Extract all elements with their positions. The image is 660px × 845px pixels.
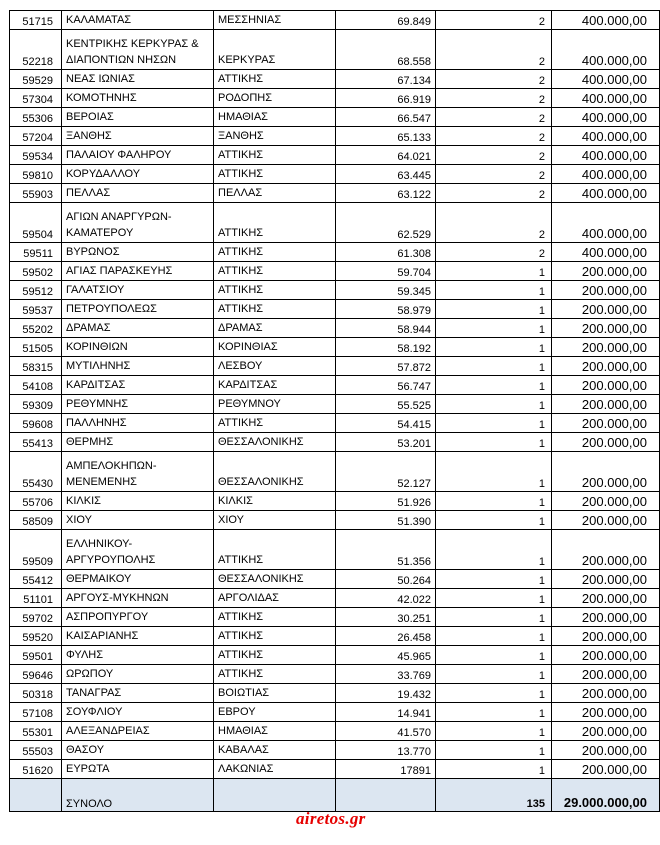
table-row (10, 414, 660, 433)
regional-unit-cell: ΑΤΤΙΚΗΣ (214, 414, 336, 433)
municipality-name-cell: ΕΥΡΩΤΑ (62, 760, 214, 779)
count-cell: 1 (436, 357, 552, 376)
table-row (10, 243, 660, 262)
municipality-name-cell: ΚΑΙΣΑΡΙΑΝΗΣ (62, 627, 214, 646)
population-cell: 52.127 (336, 452, 436, 492)
count-cell: 1 (436, 452, 552, 492)
regional-unit-cell: ΠΕΛΛΑΣ (214, 184, 336, 203)
regional-unit-cell: ΚΕΡΚΥΡΑΣ (214, 30, 336, 70)
amount-cell: 400.000,00 (552, 184, 660, 203)
amount-cell: 200.000,00 (552, 703, 660, 722)
regional-unit-cell: ΑΤΤΙΚΗΣ (214, 281, 336, 300)
municipality-name-cell: ΞΑΝΘΗΣ (62, 127, 214, 146)
municipality-code-cell: 55412 (10, 570, 62, 589)
total-row (10, 779, 660, 812)
count-cell: 2 (436, 30, 552, 70)
population-cell: 69.849 (336, 11, 436, 30)
regional-unit-cell: ΘΕΣΣΑΛΟΝΙΚΗΣ (214, 433, 336, 452)
table-row (10, 530, 660, 570)
municipality-code-cell: 59537 (10, 300, 62, 319)
municipality-name-cell: ΚΟΡΥΔΑΛΛΟΥ (62, 165, 214, 184)
count-cell: 2 (436, 203, 552, 243)
table-row (10, 108, 660, 127)
municipality-code-cell: 59504 (10, 203, 62, 243)
table-row (10, 70, 660, 89)
population-cell: 62.529 (336, 203, 436, 243)
regional-unit-cell: ΗΜΑΘΙΑΣ (214, 722, 336, 741)
total-population-cell (336, 779, 436, 812)
count-cell: 1 (436, 627, 552, 646)
municipality-code-cell: 59534 (10, 146, 62, 165)
regional-unit-cell: ΑΤΤΙΚΗΣ (214, 300, 336, 319)
table-row (10, 357, 660, 376)
count-cell: 1 (436, 608, 552, 627)
amount-cell: 200.000,00 (552, 741, 660, 760)
municipality-name-cell: ΑΡΓΟΥΣ-ΜΥΚΗΝΩΝ (62, 589, 214, 608)
municipality-code-cell: 51505 (10, 338, 62, 357)
population-cell: 56.747 (336, 376, 436, 395)
municipality-name-cell: ΚΑΡΔΙΤΣΑΣ (62, 376, 214, 395)
count-cell: 2 (436, 146, 552, 165)
allocation-table (9, 10, 660, 812)
regional-unit-cell: ΗΜΑΘΙΑΣ (214, 108, 336, 127)
population-cell: 54.415 (336, 414, 436, 433)
municipality-name-cell: ΠΕΛΛΑΣ (62, 184, 214, 203)
table-row (10, 492, 660, 511)
municipality-name-cell: ΠΑΛΑΙΟΥ ΦΑΛΗΡΟΥ (62, 146, 214, 165)
table-row (10, 665, 660, 684)
municipality-code-cell: 54108 (10, 376, 62, 395)
count-cell: 2 (436, 127, 552, 146)
total-amount: 29.000.000,00 (552, 779, 660, 812)
amount-cell: 200.000,00 (552, 530, 660, 570)
population-cell: 51.926 (336, 492, 436, 511)
table-row (10, 608, 660, 627)
count-cell: 1 (436, 589, 552, 608)
count-cell: 1 (436, 722, 552, 741)
count-cell: 1 (436, 281, 552, 300)
municipality-code-cell: 50318 (10, 684, 62, 703)
amount-cell: 200.000,00 (552, 608, 660, 627)
regional-unit-cell: ΔΡΑΜΑΣ (214, 319, 336, 338)
municipality-name-cell: ΚΕΝΤΡΙΚΗΣ ΚΕΡΚΥΡΑΣ & ΔΙΑΠΟΝΤΙΩΝ ΝΗΣΩΝ (62, 30, 214, 70)
municipality-name-cell: ΕΛΛΗΝΙΚΟΥ-ΑΡΓΥΡΟΥΠΟΛΗΣ (62, 530, 214, 570)
population-cell: 45.965 (336, 646, 436, 665)
population-cell: 66.547 (336, 108, 436, 127)
municipality-code-cell: 51101 (10, 589, 62, 608)
population-cell: 63.445 (336, 165, 436, 184)
count-cell: 1 (436, 376, 552, 395)
population-cell: 26.458 (336, 627, 436, 646)
population-cell: 59.704 (336, 262, 436, 281)
amount-cell: 200.000,00 (552, 338, 660, 357)
population-cell: 58.192 (336, 338, 436, 357)
amount-cell: 400.000,00 (552, 146, 660, 165)
municipality-code-cell: 59501 (10, 646, 62, 665)
population-cell: 68.558 (336, 30, 436, 70)
regional-unit-cell: ΑΤΤΙΚΗΣ (214, 530, 336, 570)
population-cell: 58.944 (336, 319, 436, 338)
municipality-code-cell: 55503 (10, 741, 62, 760)
regional-unit-cell: ΞΑΝΘΗΣ (214, 127, 336, 146)
municipality-code-cell: 55413 (10, 433, 62, 452)
table-row (10, 338, 660, 357)
population-cell: 53.201 (336, 433, 436, 452)
amount-cell: 200.000,00 (552, 684, 660, 703)
count-cell: 1 (436, 262, 552, 281)
municipality-code-cell: 59509 (10, 530, 62, 570)
municipality-name-cell: ΠΕΤΡΟΥΠΟΛΕΩΣ (62, 300, 214, 319)
amount-cell: 200.000,00 (552, 452, 660, 492)
municipality-code-cell: 59810 (10, 165, 62, 184)
watermark-logo: airetos.gr (296, 809, 366, 828)
count-cell: 2 (436, 165, 552, 184)
table-row (10, 262, 660, 281)
table-row (10, 741, 660, 760)
municipality-code-cell: 58315 (10, 357, 62, 376)
table-row (10, 281, 660, 300)
count-cell: 1 (436, 530, 552, 570)
table-row (10, 376, 660, 395)
count-cell: 1 (436, 414, 552, 433)
count-cell: 1 (436, 665, 552, 684)
municipality-name-cell: ΑΜΠΕΛΟΚΗΠΩΝ-ΜΕΝΕΜΕΝΗΣ (62, 452, 214, 492)
population-cell: 57.872 (336, 357, 436, 376)
amount-cell: 200.000,00 (552, 570, 660, 589)
table-row (10, 703, 660, 722)
population-cell: 19.432 (336, 684, 436, 703)
municipality-name-cell: ΒΕΡΟΙΑΣ (62, 108, 214, 127)
population-cell: 63.122 (336, 184, 436, 203)
population-cell: 14.941 (336, 703, 436, 722)
amount-cell: 200.000,00 (552, 511, 660, 530)
population-cell: 61.308 (336, 243, 436, 262)
regional-unit-cell: ΑΤΤΙΚΗΣ (214, 70, 336, 89)
regional-unit-cell: ΑΤΤΙΚΗΣ (214, 243, 336, 262)
municipality-name-cell: ΑΣΠΡΟΠΥΡΓΟΥ (62, 608, 214, 627)
regional-unit-cell: ΑΤΤΙΚΗΣ (214, 262, 336, 281)
municipality-code-cell: 57204 (10, 127, 62, 146)
table-row (10, 589, 660, 608)
count-cell: 1 (436, 570, 552, 589)
regional-unit-cell: ΛΑΚΩΝΙΑΣ (214, 760, 336, 779)
count-cell: 2 (436, 70, 552, 89)
count-cell: 1 (436, 319, 552, 338)
regional-unit-cell: ΑΤΤΙΚΗΣ (214, 165, 336, 184)
municipality-name-cell: ΑΛΕΞΑΝΔΡΕΙΑΣ (62, 722, 214, 741)
regional-unit-cell: ΑΤΤΙΚΗΣ (214, 146, 336, 165)
amount-cell: 200.000,00 (552, 414, 660, 433)
municipality-name-cell: ΚΑΛΑΜΑΤΑΣ (62, 11, 214, 30)
regional-unit-cell: ΒΟΙΩΤΙΑΣ (214, 684, 336, 703)
municipality-code-cell: 59520 (10, 627, 62, 646)
municipality-name-cell: ΓΑΛΑΤΣΙΟΥ (62, 281, 214, 300)
municipality-name-cell: ΠΑΛΛΗΝΗΣ (62, 414, 214, 433)
table-row (10, 203, 660, 243)
count-cell: 1 (436, 684, 552, 703)
table-row (10, 684, 660, 703)
count-cell: 1 (436, 741, 552, 760)
amount-cell: 200.000,00 (552, 665, 660, 684)
municipality-name-cell: ΔΡΑΜΑΣ (62, 319, 214, 338)
regional-unit-cell: ΑΤΤΙΚΗΣ (214, 627, 336, 646)
table-row (10, 319, 660, 338)
municipality-code-cell: 57108 (10, 703, 62, 722)
amount-cell: 200.000,00 (552, 492, 660, 511)
regional-unit-cell: ΧΙΟΥ (214, 511, 336, 530)
municipality-code-cell: 59529 (10, 70, 62, 89)
amount-cell: 200.000,00 (552, 722, 660, 741)
count-cell: 2 (436, 11, 552, 30)
municipality-code-cell: 59512 (10, 281, 62, 300)
count-cell: 2 (436, 243, 552, 262)
municipality-code-cell: 55706 (10, 492, 62, 511)
municipality-code-cell: 55301 (10, 722, 62, 741)
regional-unit-cell: ΑΡΓΟΛΙΔΑΣ (214, 589, 336, 608)
regional-unit-cell: ΑΤΤΙΚΗΣ (214, 665, 336, 684)
municipality-code-cell: 55903 (10, 184, 62, 203)
total-code-cell (10, 779, 62, 812)
table-row (10, 89, 660, 108)
municipality-name-cell: ΑΓΙΩΝ ΑΝΑΡΓΥΡΩΝ-ΚΑΜΑΤΕΡΟΥ (62, 203, 214, 243)
count-cell: 2 (436, 89, 552, 108)
total-count: 135 (436, 779, 552, 812)
municipality-name-cell: ΜΥΤΙΛΗΝΗΣ (62, 357, 214, 376)
municipality-name-cell: ΩΡΩΠΟΥ (62, 665, 214, 684)
amount-cell: 200.000,00 (552, 319, 660, 338)
table-row (10, 184, 660, 203)
table-row (10, 760, 660, 779)
municipality-code-cell: 51620 (10, 760, 62, 779)
count-cell: 2 (436, 108, 552, 127)
population-cell: 58.979 (336, 300, 436, 319)
table-row (10, 30, 660, 70)
table-row (10, 646, 660, 665)
regional-unit-cell: ΛΕΣΒΟΥ (214, 357, 336, 376)
amount-cell: 200.000,00 (552, 433, 660, 452)
municipality-code-cell: 57304 (10, 89, 62, 108)
count-cell: 1 (436, 760, 552, 779)
regional-unit-cell: ΑΤΤΙΚΗΣ (214, 646, 336, 665)
table-row (10, 165, 660, 184)
count-cell: 1 (436, 492, 552, 511)
amount-cell: 200.000,00 (552, 589, 660, 608)
amount-cell: 400.000,00 (552, 108, 660, 127)
regional-unit-cell: ΡΕΘΥΜΝΟΥ (214, 395, 336, 414)
municipality-code-cell: 59309 (10, 395, 62, 414)
municipality-name-cell: ΑΓΙΑΣ ΠΑΡΑΣΚΕΥΗΣ (62, 262, 214, 281)
municipality-code-cell: 52218 (10, 30, 62, 70)
table-row (10, 395, 660, 414)
count-cell: 1 (436, 433, 552, 452)
amount-cell: 200.000,00 (552, 395, 660, 414)
table-row (10, 433, 660, 452)
municipality-name-cell: ΡΕΘΥΜΝΗΣ (62, 395, 214, 414)
count-cell: 1 (436, 646, 552, 665)
municipality-name-cell: ΦΥΛΗΣ (62, 646, 214, 665)
municipality-code-cell: 58509 (10, 511, 62, 530)
amount-cell: 200.000,00 (552, 627, 660, 646)
municipality-code-cell: 55306 (10, 108, 62, 127)
population-cell: 51.390 (336, 511, 436, 530)
regional-unit-cell: ΚΟΡΙΝΘΙΑΣ (214, 338, 336, 357)
table-row (10, 570, 660, 589)
population-cell: 51.356 (336, 530, 436, 570)
total-region-cell (214, 779, 336, 812)
municipality-name-cell: ΚΟΡΙΝΘΙΩΝ (62, 338, 214, 357)
count-cell: 2 (436, 184, 552, 203)
count-cell: 1 (436, 511, 552, 530)
table-row (10, 452, 660, 492)
amount-cell: 400.000,00 (552, 11, 660, 30)
amount-cell: 200.000,00 (552, 262, 660, 281)
population-cell: 59.345 (336, 281, 436, 300)
amount-cell: 200.000,00 (552, 760, 660, 779)
table-row (10, 300, 660, 319)
count-cell: 1 (436, 300, 552, 319)
municipality-code-cell: 55430 (10, 452, 62, 492)
table-row (10, 127, 660, 146)
municipality-code-cell: 55202 (10, 319, 62, 338)
count-cell: 1 (436, 395, 552, 414)
municipality-code-cell: 59502 (10, 262, 62, 281)
regional-unit-cell: ΑΤΤΙΚΗΣ (214, 203, 336, 243)
population-cell: 67.134 (336, 70, 436, 89)
municipality-name-cell: ΘΕΡΜΗΣ (62, 433, 214, 452)
population-cell: 50.264 (336, 570, 436, 589)
table-row (10, 11, 660, 30)
regional-unit-cell: ΚΑΡΔΙΤΣΑΣ (214, 376, 336, 395)
municipality-name-cell: ΣΟΥΦΛΙΟΥ (62, 703, 214, 722)
municipality-code-cell: 59646 (10, 665, 62, 684)
table-row (10, 146, 660, 165)
amount-cell: 400.000,00 (552, 89, 660, 108)
municipality-name-cell: ΤΑΝΑΓΡΑΣ (62, 684, 214, 703)
table-row (10, 722, 660, 741)
population-cell: 55.525 (336, 395, 436, 414)
total-label: ΣΥΝΟΛΟ (62, 779, 214, 812)
municipality-name-cell: ΘΑΣΟΥ (62, 741, 214, 760)
amount-cell: 400.000,00 (552, 127, 660, 146)
amount-cell: 200.000,00 (552, 281, 660, 300)
count-cell: 1 (436, 338, 552, 357)
amount-cell: 200.000,00 (552, 646, 660, 665)
municipality-code-cell: 59511 (10, 243, 62, 262)
population-cell: 65.133 (336, 127, 436, 146)
municipality-name-cell: ΚΟΜΟΤΗΝΗΣ (62, 89, 214, 108)
regional-unit-cell: ΑΤΤΙΚΗΣ (214, 608, 336, 627)
municipality-name-cell: ΚΙΛΚΙΣ (62, 492, 214, 511)
population-cell: 17891 (336, 760, 436, 779)
population-cell: 33.769 (336, 665, 436, 684)
municipality-code-cell: 59608 (10, 414, 62, 433)
regional-unit-cell: ΡΟΔΟΠΗΣ (214, 89, 336, 108)
amount-cell: 400.000,00 (552, 203, 660, 243)
amount-cell: 200.000,00 (552, 300, 660, 319)
municipality-name-cell: ΒΥΡΩΝΟΣ (62, 243, 214, 262)
population-cell: 30.251 (336, 608, 436, 627)
regional-unit-cell: ΘΕΣΣΑΛΟΝΙΚΗΣ (214, 570, 336, 589)
regional-unit-cell: ΕΒΡΟΥ (214, 703, 336, 722)
regional-unit-cell: ΚΙΛΚΙΣ (214, 492, 336, 511)
table-row (10, 511, 660, 530)
amount-cell: 200.000,00 (552, 357, 660, 376)
count-cell: 1 (436, 703, 552, 722)
municipality-name-cell: ΧΙΟΥ (62, 511, 214, 530)
amount-cell: 400.000,00 (552, 70, 660, 89)
municipality-code-cell: 51715 (10, 11, 62, 30)
regional-unit-cell: ΚΑΒΑΛΑΣ (214, 741, 336, 760)
population-cell: 41.570 (336, 722, 436, 741)
amount-cell: 400.000,00 (552, 243, 660, 262)
municipality-code-cell: 59702 (10, 608, 62, 627)
amount-cell: 200.000,00 (552, 376, 660, 395)
amount-cell: 400.000,00 (552, 30, 660, 70)
amount-cell: 400.000,00 (552, 165, 660, 184)
regional-unit-cell: ΘΕΣΣΑΛΟΝΙΚΗΣ (214, 452, 336, 492)
municipality-name-cell: ΘΕΡΜΑΙΚΟΥ (62, 570, 214, 589)
population-cell: 66.919 (336, 89, 436, 108)
population-cell: 42.022 (336, 589, 436, 608)
population-cell: 13.770 (336, 741, 436, 760)
population-cell: 64.021 (336, 146, 436, 165)
municipality-name-cell: ΝΕΑΣ ΙΩΝΙΑΣ (62, 70, 214, 89)
regional-unit-cell: ΜΕΣΣΗΝΙΑΣ (214, 11, 336, 30)
table-row (10, 627, 660, 646)
